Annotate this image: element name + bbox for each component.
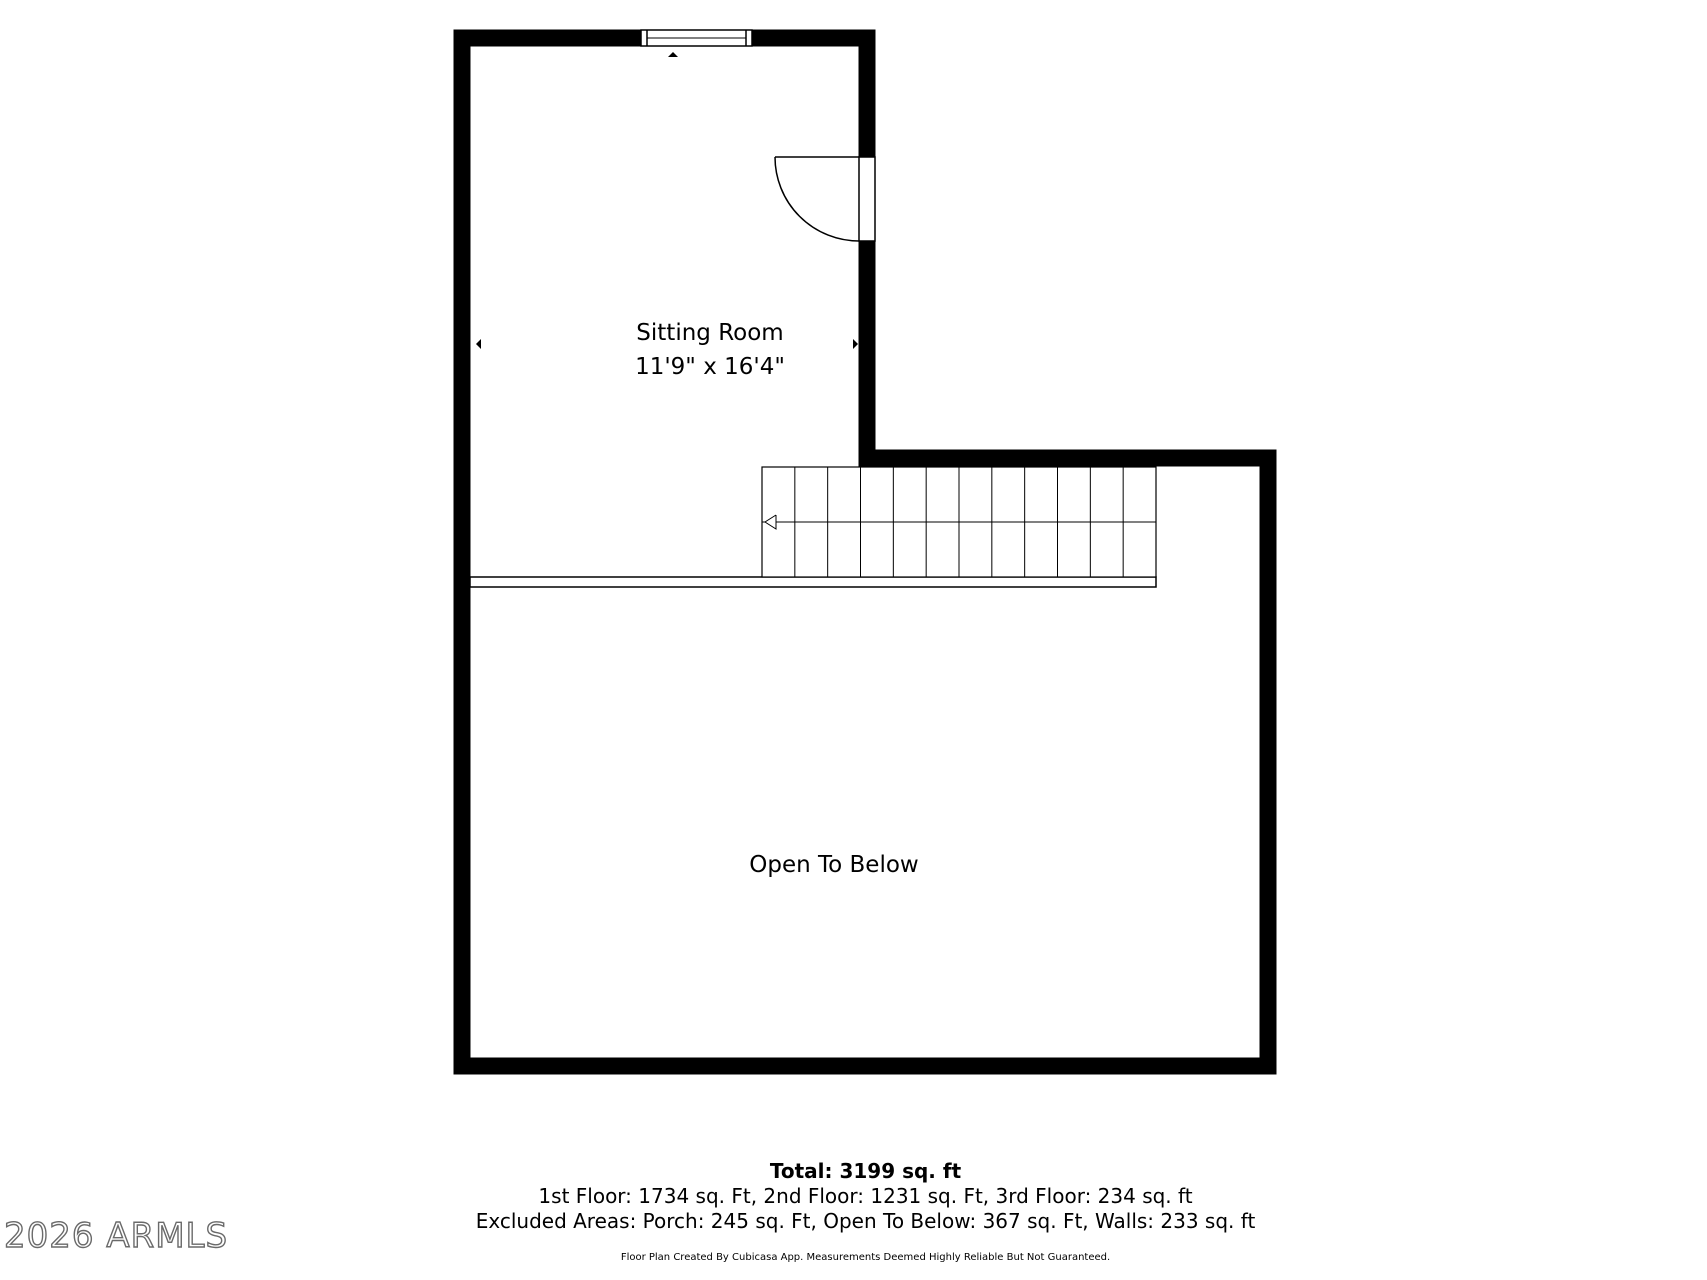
watermark: 2026 ARMLS	[4, 1216, 229, 1256]
room-name-open-to-below: Open To Below	[749, 852, 919, 878]
total-area: Total: 3199 sq. ft	[769, 1159, 962, 1183]
disclaimer: Floor Plan Created By Cubicasa App. Measurements Deemed Highly Reliable But Not Guaranteed.	[620, 1252, 1111, 1263]
room-dimensions-sitting-room: 11'9" x 16'4"	[635, 354, 785, 380]
arrow-marker-right	[853, 339, 858, 349]
window-top	[641, 30, 752, 46]
arrow-marker-top	[668, 52, 678, 57]
arrow-marker-left	[476, 339, 481, 349]
floor-areas: 1st Floor: 1734 sq. Ft, 2nd Floor: 1231 sq. Ft, 3rd Floor: 234 sq. ft	[538, 1184, 1193, 1208]
excluded-areas: Excluded Areas: Porch: 245 sq. Ft, Open To Below: 367 sq. Ft, Walls: 233 sq. ft	[475, 1209, 1256, 1233]
door	[775, 157, 875, 241]
staircase	[762, 467, 1156, 577]
room-name-sitting-room: Sitting Room	[636, 320, 784, 346]
railing	[470, 577, 1156, 587]
